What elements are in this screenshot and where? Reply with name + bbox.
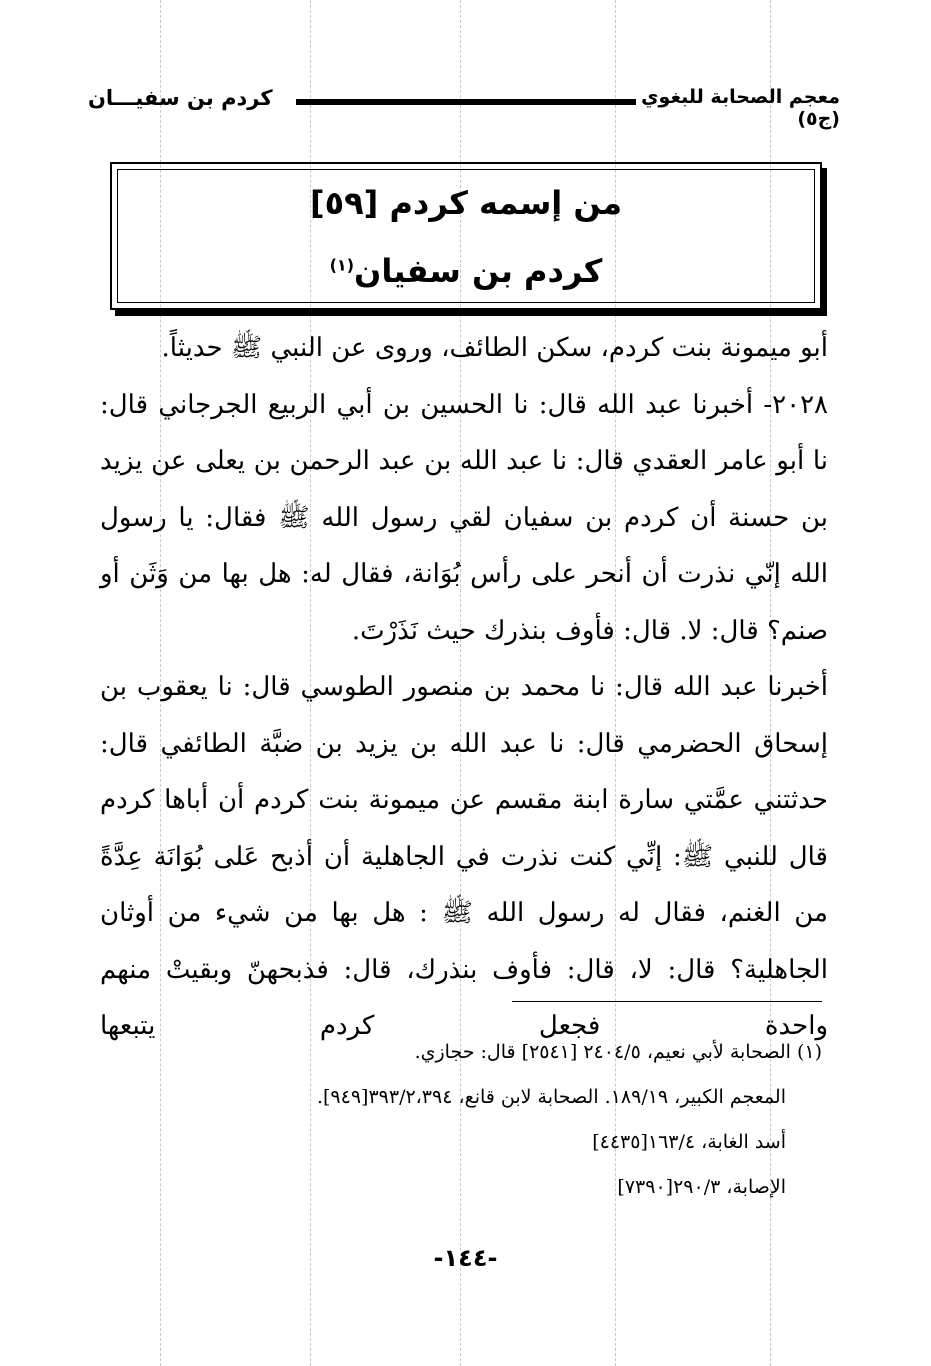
paragraph: أبو ميمونة بنت كردم، سكن الطائف، وروى عن النبي ﷺ حديثاً. xyxy=(161,333,828,363)
footnote-line: (١) الصحابة لأبي نعيم، ٢٤٠٤/٥ [٢٥٤١] قال: حجازي. xyxy=(414,1041,822,1063)
paragraph: أخبرنا عبد الله قال: نا محمد بن منصور الطوسي قال: نا يعقوب بن إسحاق الحضرمي قال: نا عبد الله بن يزيد بن ضبَّة الطائفي قال: حدثتني عمَّتي سارة ابنة مقسم عن ميمونة بنت كردم أن أباها كردم قال للنبي ﷺ: إنِّي كنت نذرت في الجاهلية أن أذبح عَلى بُوَانَة عِدَّةً من الغنم، فقال له رسول الله ﷺ : هل بها من شيء من أوثان الجاهلية؟ قال: لا، قال: فأوف بنذرك، قال: فذبحهنّ وبقيتْ منهم واحدة فجعل كردم يتبعها xyxy=(100,672,828,1041)
footnote-line: أسد الغابة، ١٦٣/٤[٤٤٣٥] xyxy=(592,1131,786,1153)
entry-title-line xyxy=(118,252,814,290)
footnote-line: الإصابة، ٢٩٠/٣[٧٣٩٠] xyxy=(617,1176,786,1198)
footnotes xyxy=(150,1030,822,1210)
section-title-box xyxy=(110,162,822,310)
running-header xyxy=(88,86,840,130)
footnote-separator xyxy=(512,1001,822,1002)
section-heading: من إسمه كردم [٥٩] xyxy=(309,184,623,222)
entry-title: كردم بن سفيان xyxy=(354,252,603,290)
footnote-line: المعجم الكبير، ١٨٩/١٩. الصحابة لابن قانع، ٣٩٣/٢،٣٩٤[٩٤٩]. xyxy=(316,1086,786,1108)
header-book-title: معجم الصحابة للبغوي (ج٥) xyxy=(641,86,840,130)
footnote-marker: (١) xyxy=(329,255,354,275)
paragraph: ٢٠٢٨- أخبرنا عبد الله قال: نا الحسين بن أبي الربيع الجرجاني قال: نا أبو عامر العقدي قال: نا عبد الله بن عبد الرحمن بن يعلى عن يزيد بن حسنة أن كردم بن سفيان لقي رسول الله ﷺ فقال: يا رسول الله إنّي نذرت أن أنحر على رأس بُوَانة، فقال له: هل بها من وَثَن أو صنم؟ قال: لا. قال: فأوف بنذرك حيث نَذَرْتَ. xyxy=(100,389,828,646)
main-text xyxy=(100,320,828,1055)
page-number: -١٤٤- xyxy=(433,1244,498,1272)
section-title-inner-frame xyxy=(117,169,815,303)
header-rule xyxy=(296,99,636,105)
header-entry-name: كردم بن سفيـــان xyxy=(88,86,273,110)
